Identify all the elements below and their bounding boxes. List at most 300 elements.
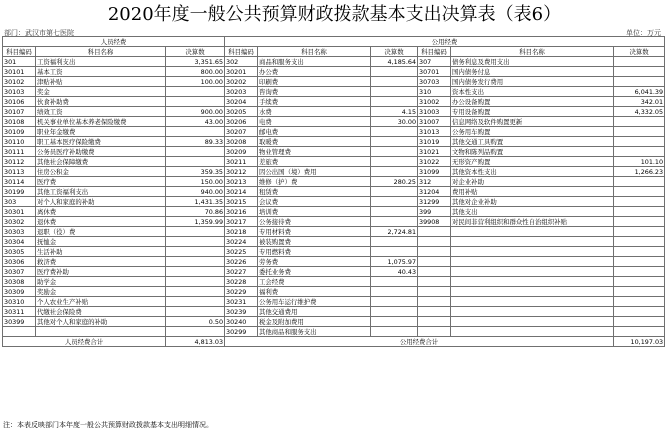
cell-name: 国内债务付息 (451, 67, 614, 77)
cell-amount (614, 57, 665, 67)
cell-code: 30299 (225, 327, 258, 337)
cell-code: 30208 (225, 137, 258, 147)
cell-amount (371, 327, 418, 337)
cell-name: 其他交通费用 (258, 307, 371, 317)
cell-code: 399 (418, 207, 451, 217)
cell-name (451, 247, 614, 257)
cell-code: 30106 (3, 97, 36, 107)
cell-amount (371, 197, 418, 207)
cell-code: 30301 (3, 207, 36, 217)
cell-code: 30701 (418, 67, 451, 77)
header-code: 科目编码 (3, 47, 36, 57)
cell-code: 30212 (225, 167, 258, 177)
cell-amount (371, 67, 418, 77)
cell-amount (614, 147, 665, 157)
cell-code: 31299 (418, 197, 451, 207)
cell-code: 30214 (225, 187, 258, 197)
cell-code: 30114 (3, 177, 36, 187)
cell-code: 30228 (225, 277, 258, 287)
cell-amount: 150.00 (166, 177, 225, 187)
cell-name: 离休费 (36, 207, 166, 217)
cell-amount (166, 97, 225, 107)
cell-amount: 4,332.05 (614, 107, 665, 117)
cell-code: 30305 (3, 247, 36, 257)
table-row (3, 227, 665, 237)
cell-code: 30309 (3, 287, 36, 297)
cell-name: 委托业务费 (258, 267, 371, 277)
header-amount: 决算数 (166, 47, 225, 57)
cell-amount (166, 327, 225, 337)
page-title: 2020年度一般公共预算财政拨款基本支出决算表（表6） (107, 4, 562, 25)
cell-code: 30111 (3, 147, 36, 157)
cell-code: 30102 (3, 77, 36, 87)
table-row (3, 77, 665, 87)
cell-code: 30226 (225, 257, 258, 267)
cell-code: 30303 (3, 227, 36, 237)
unit-label: 单位：万元 (626, 29, 661, 37)
cell-name: 咨询费 (258, 87, 371, 97)
cell-amount (166, 87, 225, 97)
header-code: 科目编码 (418, 47, 451, 57)
cell-amount (166, 157, 225, 167)
cell-name (451, 237, 614, 247)
cell-amount (371, 127, 418, 137)
cell-name (451, 307, 614, 317)
header-name: 科目名称 (451, 47, 614, 57)
cell-amount (371, 157, 418, 167)
cell-amount: 100.00 (166, 77, 225, 87)
cell-amount (371, 287, 418, 297)
cell-name: 费用补贴 (451, 187, 614, 197)
cell-amount (614, 137, 665, 147)
cell-name: 生活补助 (36, 247, 166, 257)
cell-name: 邮电费 (258, 127, 371, 137)
cell-name: 抚恤金 (36, 237, 166, 247)
cell-name: 退休费 (36, 217, 166, 227)
cell-name: 被装购置费 (258, 237, 371, 247)
cell-amount: 101.10 (614, 157, 665, 167)
cell-code (418, 277, 451, 287)
table-row (3, 287, 665, 297)
cell-name: 助学金 (36, 277, 166, 287)
table-row (3, 327, 665, 337)
public-total-label: 公用经费合计 (225, 337, 614, 347)
cell-code: 30225 (225, 247, 258, 257)
cell-amount (371, 247, 418, 257)
cell-name: 商品和服务支出 (258, 57, 371, 67)
cell-amount (614, 177, 665, 187)
cell-code (418, 257, 451, 267)
cell-code: 31204 (418, 187, 451, 197)
section-header-row (3, 37, 665, 47)
cell-code: 30240 (225, 317, 258, 327)
cell-code: 31022 (418, 157, 451, 167)
cell-amount (614, 227, 665, 237)
cell-code: 30204 (225, 97, 258, 107)
cell-amount (166, 237, 225, 247)
cell-code: 30211 (225, 157, 258, 167)
table-row (3, 247, 665, 257)
header-amount: 决算数 (614, 47, 665, 57)
cell-code: 30304 (3, 237, 36, 247)
cell-code (418, 287, 451, 297)
cell-name: 津贴补贴 (36, 77, 166, 87)
cell-amount (614, 287, 665, 297)
table-row (3, 87, 665, 97)
cell-name: 差旅费 (258, 157, 371, 167)
cell-code: 30107 (3, 107, 36, 117)
public-total-value: 10,197.03 (614, 337, 665, 347)
cell-amount (614, 267, 665, 277)
cell-name: 工会经费 (258, 277, 371, 287)
cell-amount: 30.00 (371, 117, 418, 127)
cell-name: 培训费 (258, 207, 371, 217)
cell-name: 其他对企业补助 (451, 197, 614, 207)
cell-name: 住房公积金 (36, 167, 166, 177)
cell-amount: 1,075.97 (371, 257, 418, 267)
cell-name: 维修（护）费 (258, 177, 371, 187)
cell-code (418, 307, 451, 317)
cell-code: 30399 (3, 317, 36, 327)
cell-code: 30239 (225, 307, 258, 317)
table-row (3, 147, 665, 157)
cell-code: 30205 (225, 107, 258, 117)
cell-name: 福利费 (258, 287, 371, 297)
totals-row (3, 337, 665, 347)
cell-name (451, 257, 614, 267)
expenditure-table (2, 36, 665, 347)
cell-name: 专用设备购置 (451, 107, 614, 117)
table-row (3, 197, 665, 207)
cell-name: 职工基本医疗保险缴费 (36, 137, 166, 147)
cell-code: 31021 (418, 147, 451, 157)
cell-amount (166, 277, 225, 287)
cell-code: 30703 (418, 77, 451, 87)
table-row (3, 117, 665, 127)
cell-name: 对个人和家庭的补助 (36, 197, 166, 207)
cell-amount: 43.00 (166, 117, 225, 127)
cell-name: 其他交通工具购置 (451, 137, 614, 147)
table-row (3, 257, 665, 267)
cell-name: 对民间非营利组织和群众性自治组织补贴 (451, 217, 614, 227)
table-row (3, 67, 665, 77)
cell-code: 30224 (225, 237, 258, 247)
cell-name: 专用材料费 (258, 227, 371, 237)
cell-name: 救济费 (36, 257, 166, 267)
cell-code: 30229 (225, 287, 258, 297)
table-row (3, 187, 665, 197)
cell-code: 31002 (418, 97, 451, 107)
cell-code: 30113 (3, 167, 36, 177)
cell-name: 国内债务发行费用 (451, 77, 614, 87)
cell-amount: 1,431.35 (166, 197, 225, 207)
cell-name: 电费 (258, 117, 371, 127)
cell-code: 30307 (3, 267, 36, 277)
cell-amount (614, 277, 665, 287)
cell-name: 退职（役）费 (36, 227, 166, 237)
cell-amount: 2,724.81 (371, 227, 418, 237)
cell-name: 公务用车购置 (451, 127, 614, 137)
cell-amount (614, 307, 665, 317)
cell-code (418, 237, 451, 247)
cell-name: 其他支出 (451, 207, 614, 217)
cell-code: 30218 (225, 227, 258, 237)
cell-name: 公务用车运行维护费 (258, 297, 371, 307)
cell-code: 30203 (225, 87, 258, 97)
organization-label: 部门：武汉市第七医院 (4, 29, 74, 37)
cell-name: 医疗费补助 (36, 267, 166, 277)
personnel-total-value: 4,813.03 (166, 337, 225, 347)
cell-amount: 1,266.23 (614, 167, 665, 177)
cell-amount (614, 207, 665, 217)
cell-amount: 70.86 (166, 207, 225, 217)
cell-name: 劳务费 (258, 257, 371, 267)
cell-amount: 800.00 (166, 67, 225, 77)
cell-code: 30216 (225, 207, 258, 217)
cell-name: 其他社会保障缴费 (36, 157, 166, 167)
cell-code: 30202 (225, 77, 258, 87)
cell-amount (614, 187, 665, 197)
cell-amount (166, 247, 225, 257)
cell-amount (371, 87, 418, 97)
cell-code: 30308 (3, 277, 36, 287)
cell-amount: 4,185.64 (371, 57, 418, 67)
cell-name: 手续费 (258, 97, 371, 107)
cell-code: 31007 (418, 117, 451, 127)
cell-code: 30101 (3, 67, 36, 77)
cell-amount (166, 297, 225, 307)
cell-name (451, 317, 614, 327)
table-row (3, 277, 665, 287)
table-row (3, 107, 665, 117)
cell-name (451, 327, 614, 337)
cell-name (451, 297, 614, 307)
cell-code: 30103 (3, 87, 36, 97)
cell-code (418, 327, 451, 337)
cell-amount (614, 77, 665, 87)
cell-amount (614, 217, 665, 227)
cell-amount: 940.00 (166, 187, 225, 197)
cell-name: 税金及附加费用 (258, 317, 371, 327)
cell-amount (371, 207, 418, 217)
cell-code: 30108 (3, 117, 36, 127)
table-row (3, 317, 665, 327)
cell-name: 职业年金缴费 (36, 127, 166, 137)
cell-amount: 342.01 (614, 97, 665, 107)
cell-amount (614, 117, 665, 127)
cell-amount: 40.43 (371, 267, 418, 277)
cell-name: 因公出国（境）费用 (258, 167, 371, 177)
cell-name: 伙食补助费 (36, 97, 166, 107)
cell-code: 30213 (225, 177, 258, 187)
cell-code: 30306 (3, 257, 36, 267)
table-row (3, 217, 665, 227)
cell-name: 资本性支出 (451, 87, 614, 97)
cell-code: 30206 (225, 117, 258, 127)
cell-amount (166, 127, 225, 137)
cell-code (418, 267, 451, 277)
cell-amount (166, 267, 225, 277)
cell-code (3, 327, 36, 337)
cell-amount (614, 257, 665, 267)
cell-name: 基本工资 (36, 67, 166, 77)
cell-name: 取暖费 (258, 137, 371, 147)
cell-name: 其他商品和服务支出 (258, 327, 371, 337)
cell-amount (371, 187, 418, 197)
cell-code: 302 (225, 57, 258, 67)
cell-amount: 280.25 (371, 177, 418, 187)
cell-code: 30227 (225, 267, 258, 277)
cell-amount (614, 327, 665, 337)
cell-code: 312 (418, 177, 451, 187)
cell-name: 其他资本性支出 (451, 167, 614, 177)
cell-amount: 0.50 (166, 317, 225, 327)
cell-name: 租赁费 (258, 187, 371, 197)
cell-amount: 89.33 (166, 137, 225, 147)
cell-code: 30199 (3, 187, 36, 197)
cell-amount (166, 257, 225, 267)
cell-amount (371, 147, 418, 157)
cell-code: 31003 (418, 107, 451, 117)
header-name: 科目名称 (258, 47, 371, 57)
cell-name (451, 287, 614, 297)
cell-code (418, 317, 451, 327)
table-row (3, 127, 665, 137)
cell-name: 专用燃料费 (258, 247, 371, 257)
cell-name: 奖金 (36, 87, 166, 97)
header-name: 科目名称 (36, 47, 166, 57)
cell-amount (614, 317, 665, 327)
cell-amount (614, 67, 665, 77)
cell-code: 301 (3, 57, 36, 67)
column-header-row (3, 47, 665, 57)
cell-name: 医疗费 (36, 177, 166, 187)
cell-amount (371, 317, 418, 327)
cell-code: 30310 (3, 297, 36, 307)
cell-name: 无形资产购置 (451, 157, 614, 167)
cell-name (36, 327, 166, 337)
cell-code: 31019 (418, 137, 451, 147)
cell-amount (371, 307, 418, 317)
table-row (3, 157, 665, 167)
cell-code: 30207 (225, 127, 258, 137)
cell-amount (371, 137, 418, 147)
cell-amount (371, 277, 418, 287)
table-row (3, 237, 665, 247)
cell-name: 债务利息及费用支出 (451, 57, 614, 67)
cell-amount: 900.00 (166, 107, 225, 117)
table-row (3, 167, 665, 177)
cell-amount (614, 247, 665, 257)
cell-code: 30110 (3, 137, 36, 147)
cell-code: 39908 (418, 217, 451, 227)
header-amount: 决算数 (371, 47, 418, 57)
cell-name: 公务接待费 (258, 217, 371, 227)
cell-code: 30302 (3, 217, 36, 227)
cell-amount (371, 167, 418, 177)
cell-amount: 3,351.65 (166, 57, 225, 67)
cell-code: 303 (3, 197, 36, 207)
table-row (3, 207, 665, 217)
cell-code: 30201 (225, 67, 258, 77)
cell-code (418, 247, 451, 257)
table-row (3, 57, 665, 67)
cell-code: 30231 (225, 297, 258, 307)
personnel-total-label: 人员经费合计 (3, 337, 166, 347)
cell-amount: 359.35 (166, 167, 225, 177)
table-row (3, 137, 665, 147)
cell-name: 物业管理费 (258, 147, 371, 157)
table-note: 注：本表反映部门本年度一般公共预算财政拨款基本支出明细情况。 (3, 421, 213, 429)
cell-name: 办公设备购置 (451, 97, 614, 107)
cell-amount: 1,359.99 (166, 217, 225, 227)
table-row (3, 97, 665, 107)
cell-name: 信息网络及软件购置更新 (451, 117, 614, 127)
cell-name (451, 267, 614, 277)
cell-amount (371, 97, 418, 107)
cell-amount: 4.15 (371, 107, 418, 117)
cell-name: 公务员医疗补助缴费 (36, 147, 166, 157)
cell-name: 印刷费 (258, 77, 371, 87)
cell-code: 30311 (3, 307, 36, 317)
table-row (3, 177, 665, 187)
cell-amount (166, 287, 225, 297)
cell-name: 水费 (258, 107, 371, 117)
cell-amount (614, 127, 665, 137)
cell-name: 对企业补助 (451, 177, 614, 187)
cell-amount (614, 237, 665, 247)
cell-name (451, 227, 614, 237)
cell-name (451, 277, 614, 287)
cell-name: 文物和陈列品购置 (451, 147, 614, 157)
cell-name: 个人农业生产补贴 (36, 297, 166, 307)
cell-name: 机关事业单位基本养老保险缴费 (36, 117, 166, 127)
section-public: 公用经费 (225, 37, 665, 47)
cell-code: 30109 (3, 127, 36, 137)
cell-name: 其他工资福利支出 (36, 187, 166, 197)
cell-name: 会议费 (258, 197, 371, 207)
cell-amount (371, 77, 418, 87)
cell-amount (371, 237, 418, 247)
cell-code (418, 297, 451, 307)
cell-amount: 6,041.39 (614, 87, 665, 97)
table-row (3, 307, 665, 317)
cell-amount (614, 297, 665, 307)
cell-code: 30215 (225, 197, 258, 207)
cell-code: 31013 (418, 127, 451, 137)
table-row (3, 297, 665, 307)
cell-name: 奖励金 (36, 287, 166, 297)
cell-amount (371, 217, 418, 227)
table-row (3, 267, 665, 277)
cell-name: 办公费 (258, 67, 371, 77)
cell-amount (166, 307, 225, 317)
cell-amount (614, 197, 665, 207)
cell-name: 代缴社会保险费 (36, 307, 166, 317)
cell-code: 30112 (3, 157, 36, 167)
cell-code (418, 227, 451, 237)
cell-code: 30217 (225, 217, 258, 227)
cell-name: 绩效工资 (36, 107, 166, 117)
section-personnel: 人员经费 (3, 37, 225, 47)
cell-amount (371, 297, 418, 307)
cell-name: 其他对个人和家庭的补助 (36, 317, 166, 327)
cell-amount (166, 227, 225, 237)
cell-code: 310 (418, 87, 451, 97)
cell-code: 31099 (418, 167, 451, 177)
cell-code: 307 (418, 57, 451, 67)
cell-name: 工资福利支出 (36, 57, 166, 67)
